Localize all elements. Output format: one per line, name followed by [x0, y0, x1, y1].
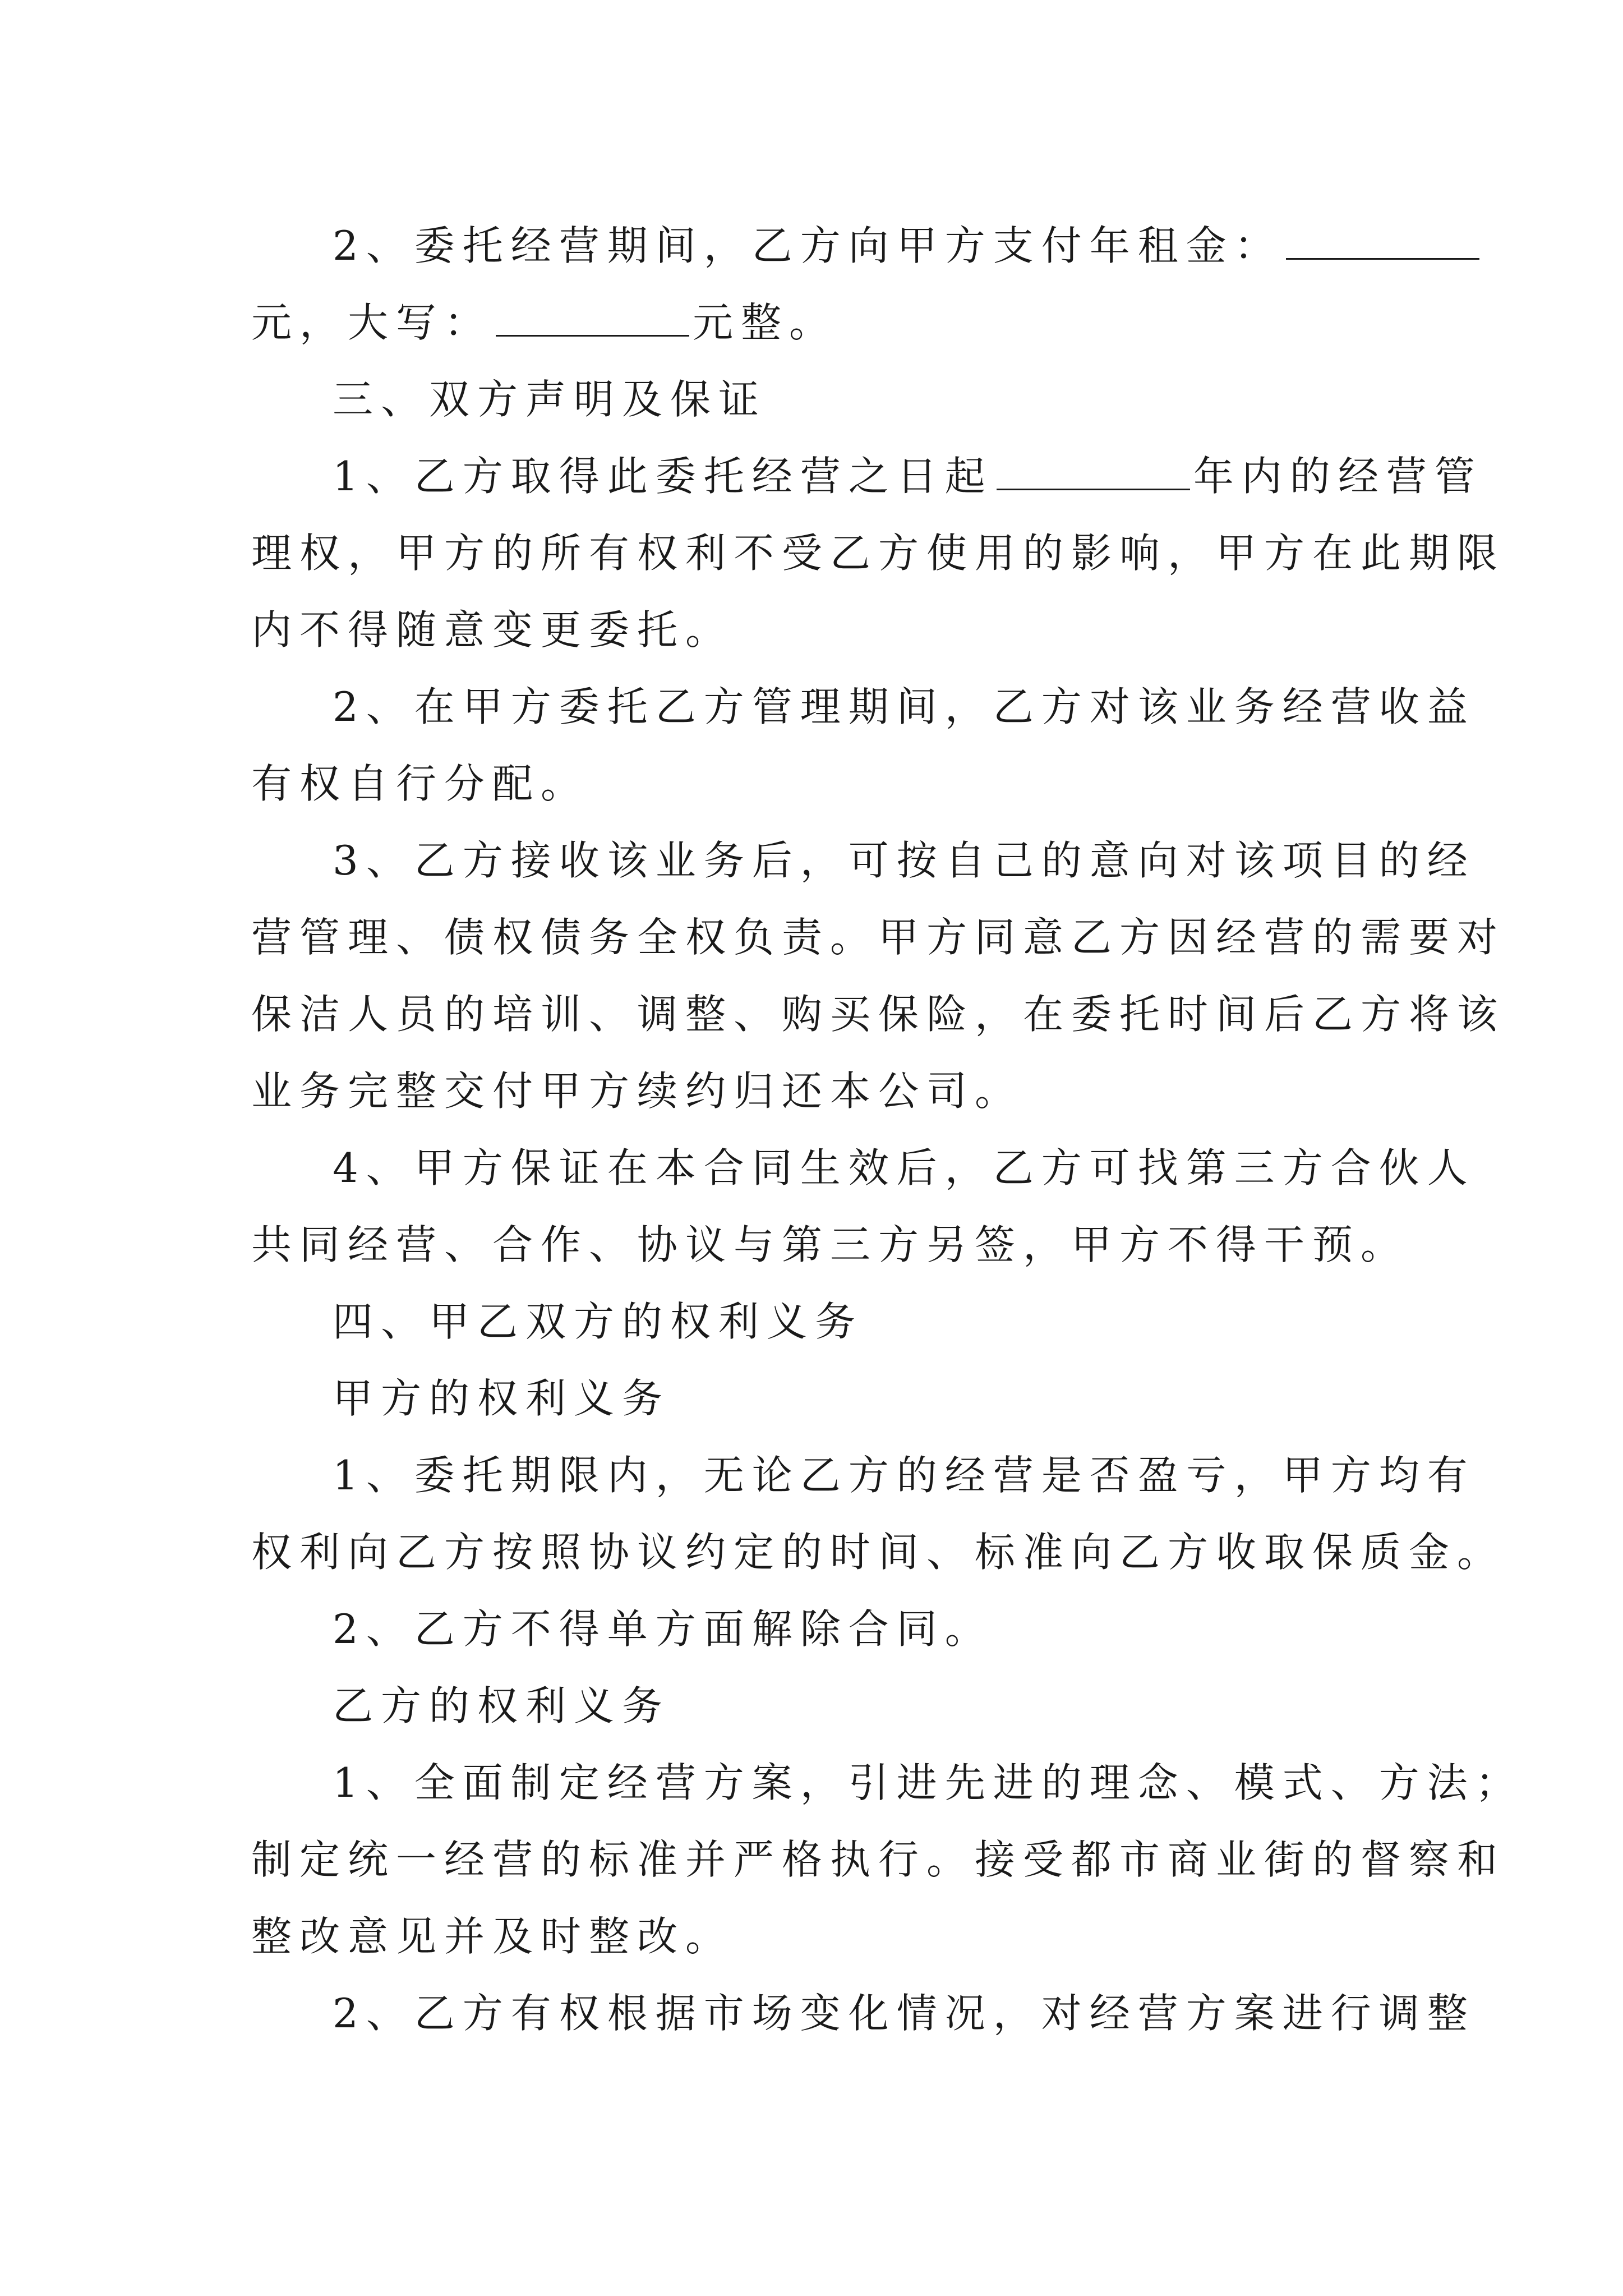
- paragraph-line: [0, 742, 1623, 826]
- paragraph-line: [0, 204, 1623, 288]
- text-segment: 理权，甲方的所有权利不受乙方使用的影响，甲方在此期限: [251, 530, 1506, 577]
- paragraph-line: [0, 511, 1623, 595]
- paragraph-line: [0, 972, 1623, 1056]
- paragraph-line: [0, 1818, 1623, 1902]
- text-segment: 1、乙方取得此委托经营之日起: [333, 453, 993, 500]
- text-segment: 营管理、债权债务全权负责。甲方同意乙方因经营的需要对: [251, 914, 1506, 961]
- text-segment: 年内的经营管: [1193, 453, 1483, 500]
- paragraph-line: [0, 665, 1623, 749]
- fill-in-blank: [496, 295, 689, 337]
- paragraph-line: [0, 1741, 1623, 1825]
- paragraph-line: [0, 588, 1623, 672]
- text-segment: 三、双方声明及保证: [333, 376, 767, 423]
- paragraph-line: [0, 1664, 1623, 1748]
- paragraph-line: [0, 1894, 1623, 1978]
- paragraph-line: [0, 818, 1623, 903]
- text-segment: 甲方的权利义务: [333, 1375, 671, 1422]
- text-segment: 元整。: [693, 299, 838, 346]
- text-segment: 2、在甲方委托乙方管理期间，乙方对该业务经营收益: [333, 683, 1476, 730]
- paragraph-line: [0, 895, 1623, 979]
- text-segment: 内不得随意变更委托。: [251, 606, 734, 654]
- fill-in-blank: [1286, 218, 1479, 260]
- paragraph-line: [0, 1433, 1623, 1517]
- paragraph-line: [0, 1587, 1623, 1671]
- text-segment: 乙方的权利义务: [333, 1682, 671, 1729]
- text-segment: 1、委托期限内，无论乙方的经营是否盈亏，甲方均有: [333, 1452, 1476, 1499]
- paragraph-line: [0, 1203, 1623, 1287]
- text-segment: 2、乙方不得单方面解除合同。: [333, 1605, 993, 1653]
- text-segment: 共同经营、合作、协议与第三方另签，甲方不得干预。: [251, 1221, 1409, 1268]
- text-segment: 元，大写：: [251, 299, 493, 346]
- text-segment: 2、乙方有权根据市场变化情况，对经营方案进行调整: [333, 1990, 1476, 2037]
- text-segment: 制定统一经营的标准并严格执行。接受都市商业街的督察和: [251, 1836, 1506, 1883]
- text-segment: 四、甲乙双方的权利义务: [333, 1298, 864, 1345]
- paragraph-line: [0, 1126, 1623, 1210]
- paragraph-line: [0, 1356, 1623, 1441]
- paragraph-line: [0, 1971, 1623, 2055]
- text-segment: 1、全面制定经营方案，引进先进的理念、模式、方法；: [333, 1759, 1524, 1806]
- paragraph-line: [0, 357, 1623, 441]
- text-segment: 4、甲方保证在本合同生效后，乙方可找第三方合伙人: [333, 1144, 1476, 1191]
- text-segment: 整改意见并及时整改。: [251, 1913, 734, 1960]
- text-segment: 权利向乙方按照协议约定的时间、标准向乙方收取保质金。: [251, 1529, 1506, 1576]
- text-segment: 业务完整交付甲方续约归还本公司。: [251, 1068, 1023, 1115]
- paragraph-line: [0, 280, 1623, 365]
- fill-in-blank: [997, 448, 1190, 490]
- text-segment: 有权自行分配。: [251, 760, 589, 807]
- paragraph-line: [0, 1049, 1623, 1133]
- text-segment: 保洁人员的培训、调整、购买保险，在委托时间后乙方将该: [251, 991, 1506, 1038]
- paragraph-line: [0, 434, 1623, 518]
- text-segment: 3、乙方接收该业务后，可按自己的意向对该项目的经: [333, 837, 1476, 884]
- text-segment: 2、委托经营期间，乙方向甲方支付年租金：: [333, 222, 1283, 269]
- paragraph-line: [0, 1280, 1623, 1364]
- paragraph-line: [0, 1510, 1623, 1594]
